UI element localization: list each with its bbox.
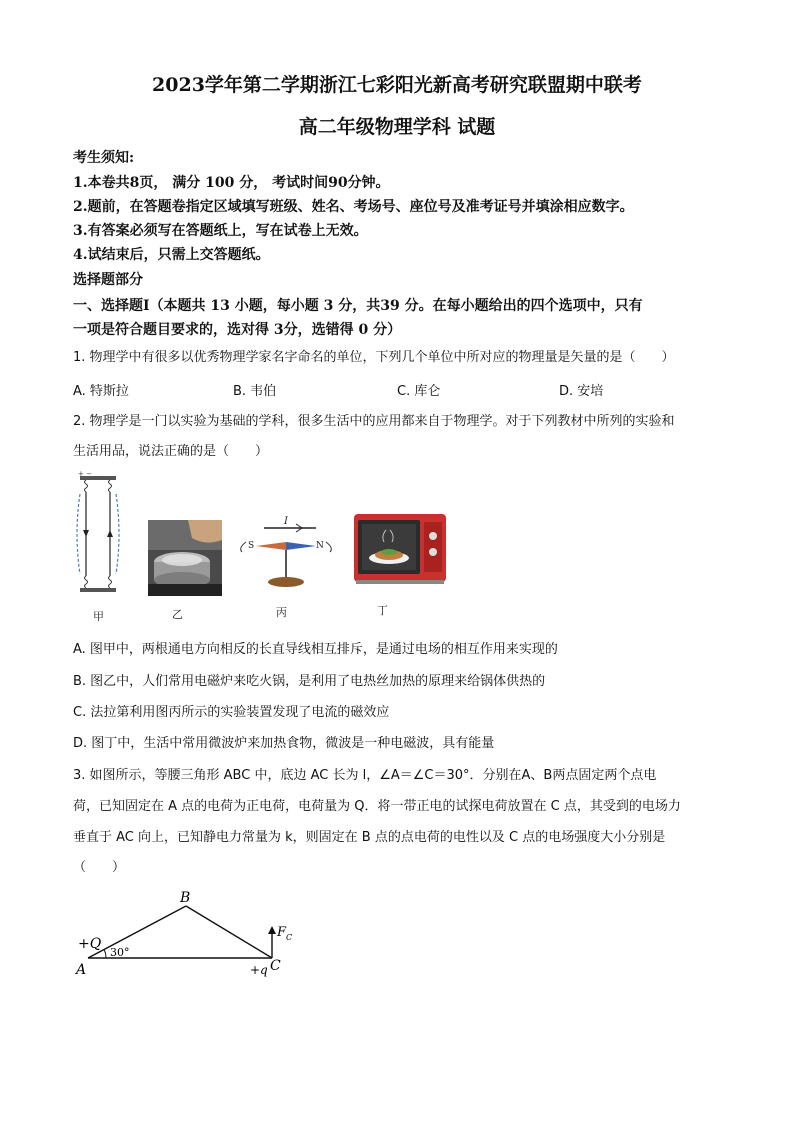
notice-item: 2.题前，在答题卷指定区域填写班级、姓名、考场号、座位号及准考证号并填涂相应数字。	[73, 199, 634, 215]
vertex-a-label: A	[76, 962, 87, 978]
q1-option-c: C. 库仑	[397, 384, 441, 399]
question-3-stem: （ ）	[73, 860, 126, 875]
notice-heading: 考生须知:	[73, 150, 135, 166]
q1-option-d: D. 安培	[559, 384, 604, 399]
angle-label: 30°	[110, 946, 130, 959]
notice-item: 1.本卷共8页， 满分 100 分， 考试时间90分钟。	[73, 175, 390, 191]
north-label: N	[316, 541, 324, 551]
svg-text:+ −: + −	[78, 470, 92, 478]
notice-item: 3.有答案必须写在答题纸上，写在试卷上无效。	[73, 223, 368, 239]
figure-microwave	[354, 512, 446, 586]
figure-triangle-abc	[72, 888, 302, 980]
current-label: I	[284, 516, 288, 527]
q2-option-c: C. 法拉第利用图丙所示的实验装置发现了电流的磁效应	[73, 705, 390, 720]
q1-option-b: B. 韦伯	[233, 384, 277, 399]
figure-caption: 丁	[377, 604, 388, 617]
vertex-c-label: C	[270, 958, 281, 974]
part-label: 选择题部分	[73, 272, 143, 288]
question-3-stem: 垂直于 AC 向上，已知静电力常量为 k，则固定在 B 点的点电荷的电性以及 C 点的电场强度大小分别是	[73, 830, 666, 845]
south-label: S	[248, 541, 255, 551]
figure-caption: 丙	[276, 606, 287, 619]
figure-parallel-wires	[72, 470, 126, 600]
charge-c-label: +q	[250, 963, 268, 977]
section-intro: 一项是符合题目要求的，选对得 3分，选错得 0 分）	[73, 322, 402, 338]
section-intro: 一、选择题I（本题共 13 小题，每小题 3 分，共39 分。在每小题给出的四个选项中，只有	[73, 298, 643, 314]
q2-option-b: B. 图乙中，人们常用电磁炉来吃火锅，是利用了电热丝加热的原理来给锅体供热的	[73, 674, 546, 689]
figure-hot-pot	[148, 520, 222, 596]
force-label: F	[277, 925, 287, 940]
question-3-stem: 荷，已知固定在 A 点的电荷为正电荷，电荷量为 Q．将一带正电的试探电荷放置在 C 点，其受到的电场力	[73, 799, 681, 814]
question-2-stem: 生活用品，说法正确的是（ ）	[73, 444, 269, 459]
figure-caption: 乙	[172, 608, 183, 621]
question-1-stem: 1. 物理学中有很多以优秀物理学家名字命名的单位，下列几个单位中所对应的物理量是矢量的是（ ）	[73, 350, 675, 365]
question-2-stem: 2. 物理学是一门以实验为基础的学科，很多生活中的应用都来自于物理学。对于下列教材中所列的实验和	[73, 414, 675, 429]
q1-option-a: A. 特斯拉	[73, 384, 129, 399]
figure-caption: 甲	[93, 610, 104, 623]
force-subscript: C	[286, 933, 293, 942]
charge-a-label: +Q	[78, 936, 102, 952]
vertex-b-label: B	[180, 890, 191, 906]
exam-subtitle: 高二年级物理学科 试题	[298, 116, 496, 138]
figure-compass-wire	[236, 512, 336, 592]
q2-option-a: A. 图甲中，两根通电方向相反的长直导线相互排斥，是通过电场的相互作用来实现的	[73, 642, 558, 657]
q2-option-d: D. 图丁中，生活中常用微波炉来加热食物，微波是一种电磁波，具有能量	[73, 736, 495, 751]
question-3-stem: 3. 如图所示，等腰三角形 ABC 中，底边 AC 长为 l，∠A＝∠C＝30°．分别在A、B两点固定两个点电	[73, 768, 657, 783]
notice-item: 4.试结束后，只需上交答题纸。	[73, 247, 270, 263]
exam-title: 2023学年第二学期浙江七彩阳光新高考研究联盟期中联考	[152, 74, 642, 96]
